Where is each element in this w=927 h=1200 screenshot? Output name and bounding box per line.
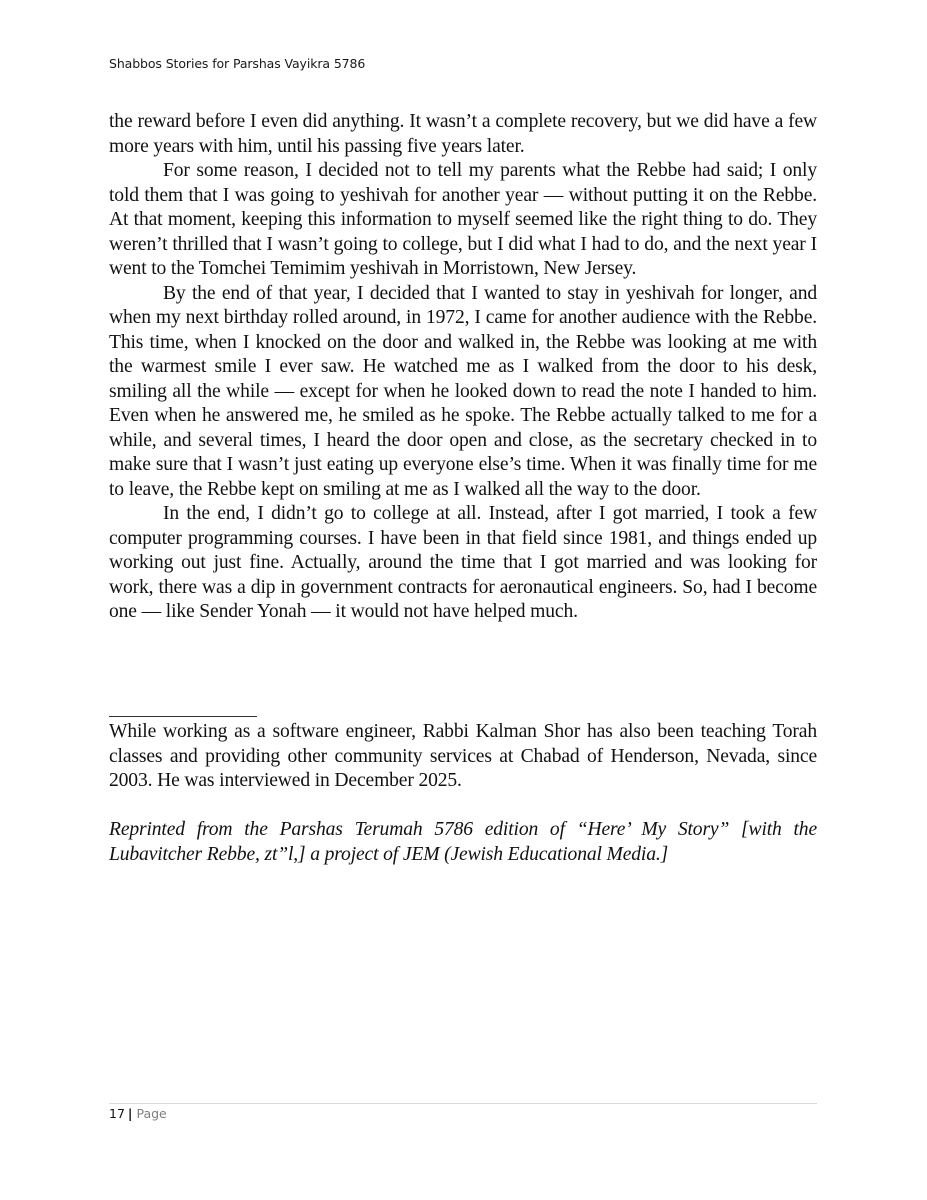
reprint-credit: Reprinted from the Parshas Terumah 5786 edition of “Here’ My Story” [with the Lubavitcher Rebbe, zt”l,] a project of JEM (Jewish Educational Media.] xyxy=(109,819,817,865)
paragraph: In the end, I didn’t go to college at all. Instead, after I got married, I took a few computer programming courses. I have been in that field since 1981, and things ended up working out just fine. Actually, around the time that I got married and was looking for work, there was a dip in government contracts for aeronautical engineers. So, had I become one — like Sender Yonah — it would not have helped much. xyxy=(109,503,817,622)
running-header: Shabbos Stories for Parshas Vayikra 5786 xyxy=(109,56,366,71)
paragraph: For some reason, I decided not to tell my parents what the Rebbe had said; I only told them that I was going to yeshivah for another year — without putting it on the Rebbe. At that moment, keeping this information to myself seemed like the right thing to do. They weren’t thrilled that I wasn’t going to college, but I did what I had to do, and the next year I went to the Tomchei Temimim yeshivah in Morristown, New Jersey. xyxy=(109,160,817,279)
page-footer xyxy=(109,1106,167,1121)
footnote-divider xyxy=(109,716,257,717)
author-bio-note: While working as a software engineer, Rabbi Kalman Shor has also been teaching Torah classes and providing other community services at Chabad of Henderson, Nevada, since 2003. He was interviewed in December 2025. xyxy=(109,721,817,791)
page-number: 17 xyxy=(109,1106,125,1121)
footer-divider xyxy=(109,1103,817,1104)
page-label: Page xyxy=(136,1106,167,1121)
paragraph: the reward before I even did anything. It wasn’t a complete recovery, but we did have a few more years with him, until his passing five years later. xyxy=(109,111,817,157)
paragraph: By the end of that year, I decided that I wanted to stay in yeshivah for longer, and when my next birthday rolled around, in 1972, I came for another audience with the Rebbe. This time, when I knocked on the door and walked in, the Rebbe was looking at me with the warmest smile I ever saw. He watched me as I walked from the door to his desk, smiling all the while — except for when he looked down to read the note I handed to him. Even when he answered me, he smiled as he spoke. The Rebbe actually talked to me for a while, and several times, I heard the door open and close, as the secretary checked in to make sure that I wasn’t just eating up everyone else’s time. When it was finally time for me to leave, the Rebbe kept on smiling at me as I walked all the way to the door. xyxy=(109,282,817,500)
story-body xyxy=(109,110,817,625)
footer-separator: | xyxy=(127,1106,133,1121)
